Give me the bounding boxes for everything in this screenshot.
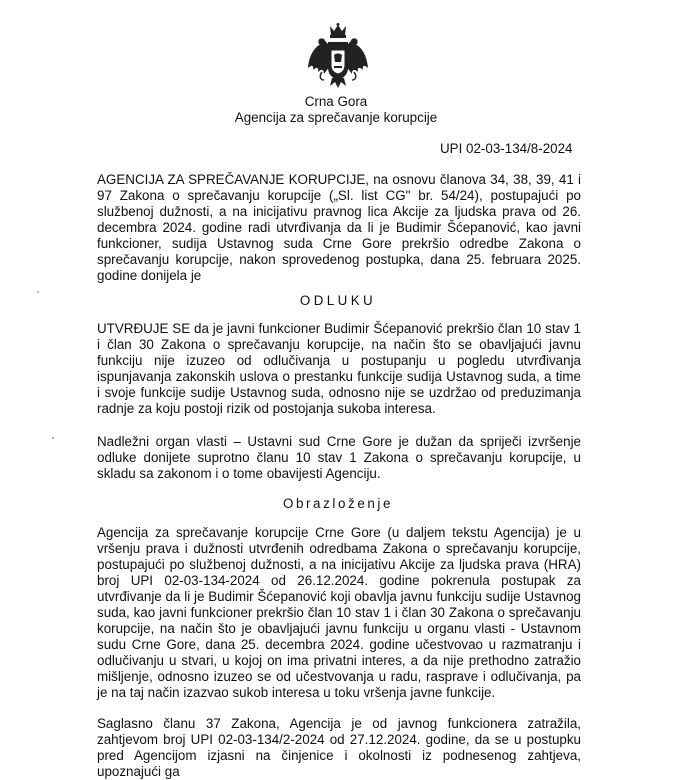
intro-paragraph: AGENCIJA ZA SPREČAVANJE KORUPCIJE, na osnovu članova 34, 38, 39, 41 i 97 Zakona o sprečavanju korupcije („Sl. list CG" br. 54/24), postupajući po službenoj dužnosti, a na inicijativu pravnog lica Akcije za ljudska prava od 26. decembra 2024. godine radi utvrđivanja da li je Budimir Šćepanović, kao javni funkcioner, sudija Ustavnog suda Crne Gore prekršio odredbe Zakona o sprečavanju korupcije, nakon sprovedenog postupka, dana 25. februara 2025. godine donijela je xyxy=(97,172,581,283)
reasoning-paragraph-2: Saglasno članu 37 Zakona, Agencija je od javnog funkcionera zatražila, zahtjevom broj UPI 02-03-134/2-2024 od 27.12.2024. godine, da se u postupku pred Agencijom izjasni na činjenice i okolnosti iz podnesenog zahtjeva, upoznajući ga xyxy=(97,716,581,779)
decision-paragraph-2: Nadležni organ vlasti – Ustavni sud Crne Gore je dužan da spriječi izvršenje odluke donijete suprotno članu 10 stav 1 Zakona o sprečavanju korupcije, u skladu sa zakonom i o tome obavijesti Agenciju. xyxy=(97,434,581,481)
decision-heading: ODLUKU xyxy=(299,293,377,308)
reasoning-heading: Obrazloženje xyxy=(282,496,394,511)
reasoning-paragraph-1: Agencija za sprečavanje korupcije Crne Gore (u daljem tekstu Agencija) je u vršenju prava i dužnosti utvrđenih odredbama Zakona o sprečavanju korupcije, postupajući po službenoj dužnosti, a na inicijativu Akcije za ljudska prava (HRA) broj UPI 02-03-134-2024 od 26.12.2024. godine pokrenula postupak za utvrđivanje da li je Budimir Šćepanović koji obavlja javnu funkciju sudije Ustavnog suda, kao javni funkcioner prekršio član 10 stav 1 i član 30 Zakona o sprečavanju korupcije, na način što je obavljajući javnu funkciju u organu vlasti - Ustavnom sudu Crne Gore, dana 25. decembra 2024. godine učestvovao u razmatranju i odlučivanju u stvari, u kojoj on ima privatni interes, a da nije prethodno zatražio mišljenje, odnosno izuzeo se od učestvovanja u radu, rasprave i odlučivanja, pa je na taj način izazvao sukob interesa u toku vršenja javne funkcije. xyxy=(97,525,581,700)
decision-paragraph-1: UTVRĐUJE SE da je javni funkcioner Budimir Šćepanović prekršio član 10 stav 1 i član 30 Zakona o sprečavanju korupcije, na način što se obavljajući javnu funkciju nije izuzeo od odlučivanja u postupanju u pogledu utvrđivanja ispunjavanja zakonskih uslova o prestanku funkcije sudija Ustavnog suda, a time i svoje funkcije sudije Ustavnog suda, odnosno nije se uzdržao od preduzimanja radnje za koju postoji rizik od postojanja sukoba interesa. xyxy=(97,321,581,416)
scan-speck xyxy=(37,291,39,293)
agency-name: Agencija za sprečavanje korupcije xyxy=(234,110,438,125)
scan-speck xyxy=(52,437,54,439)
montenegro-coat-of-arms-icon xyxy=(304,22,372,90)
country-name: Crna Gora xyxy=(304,94,368,109)
case-number: UPI 02-03-134/8-2024 xyxy=(440,141,573,156)
